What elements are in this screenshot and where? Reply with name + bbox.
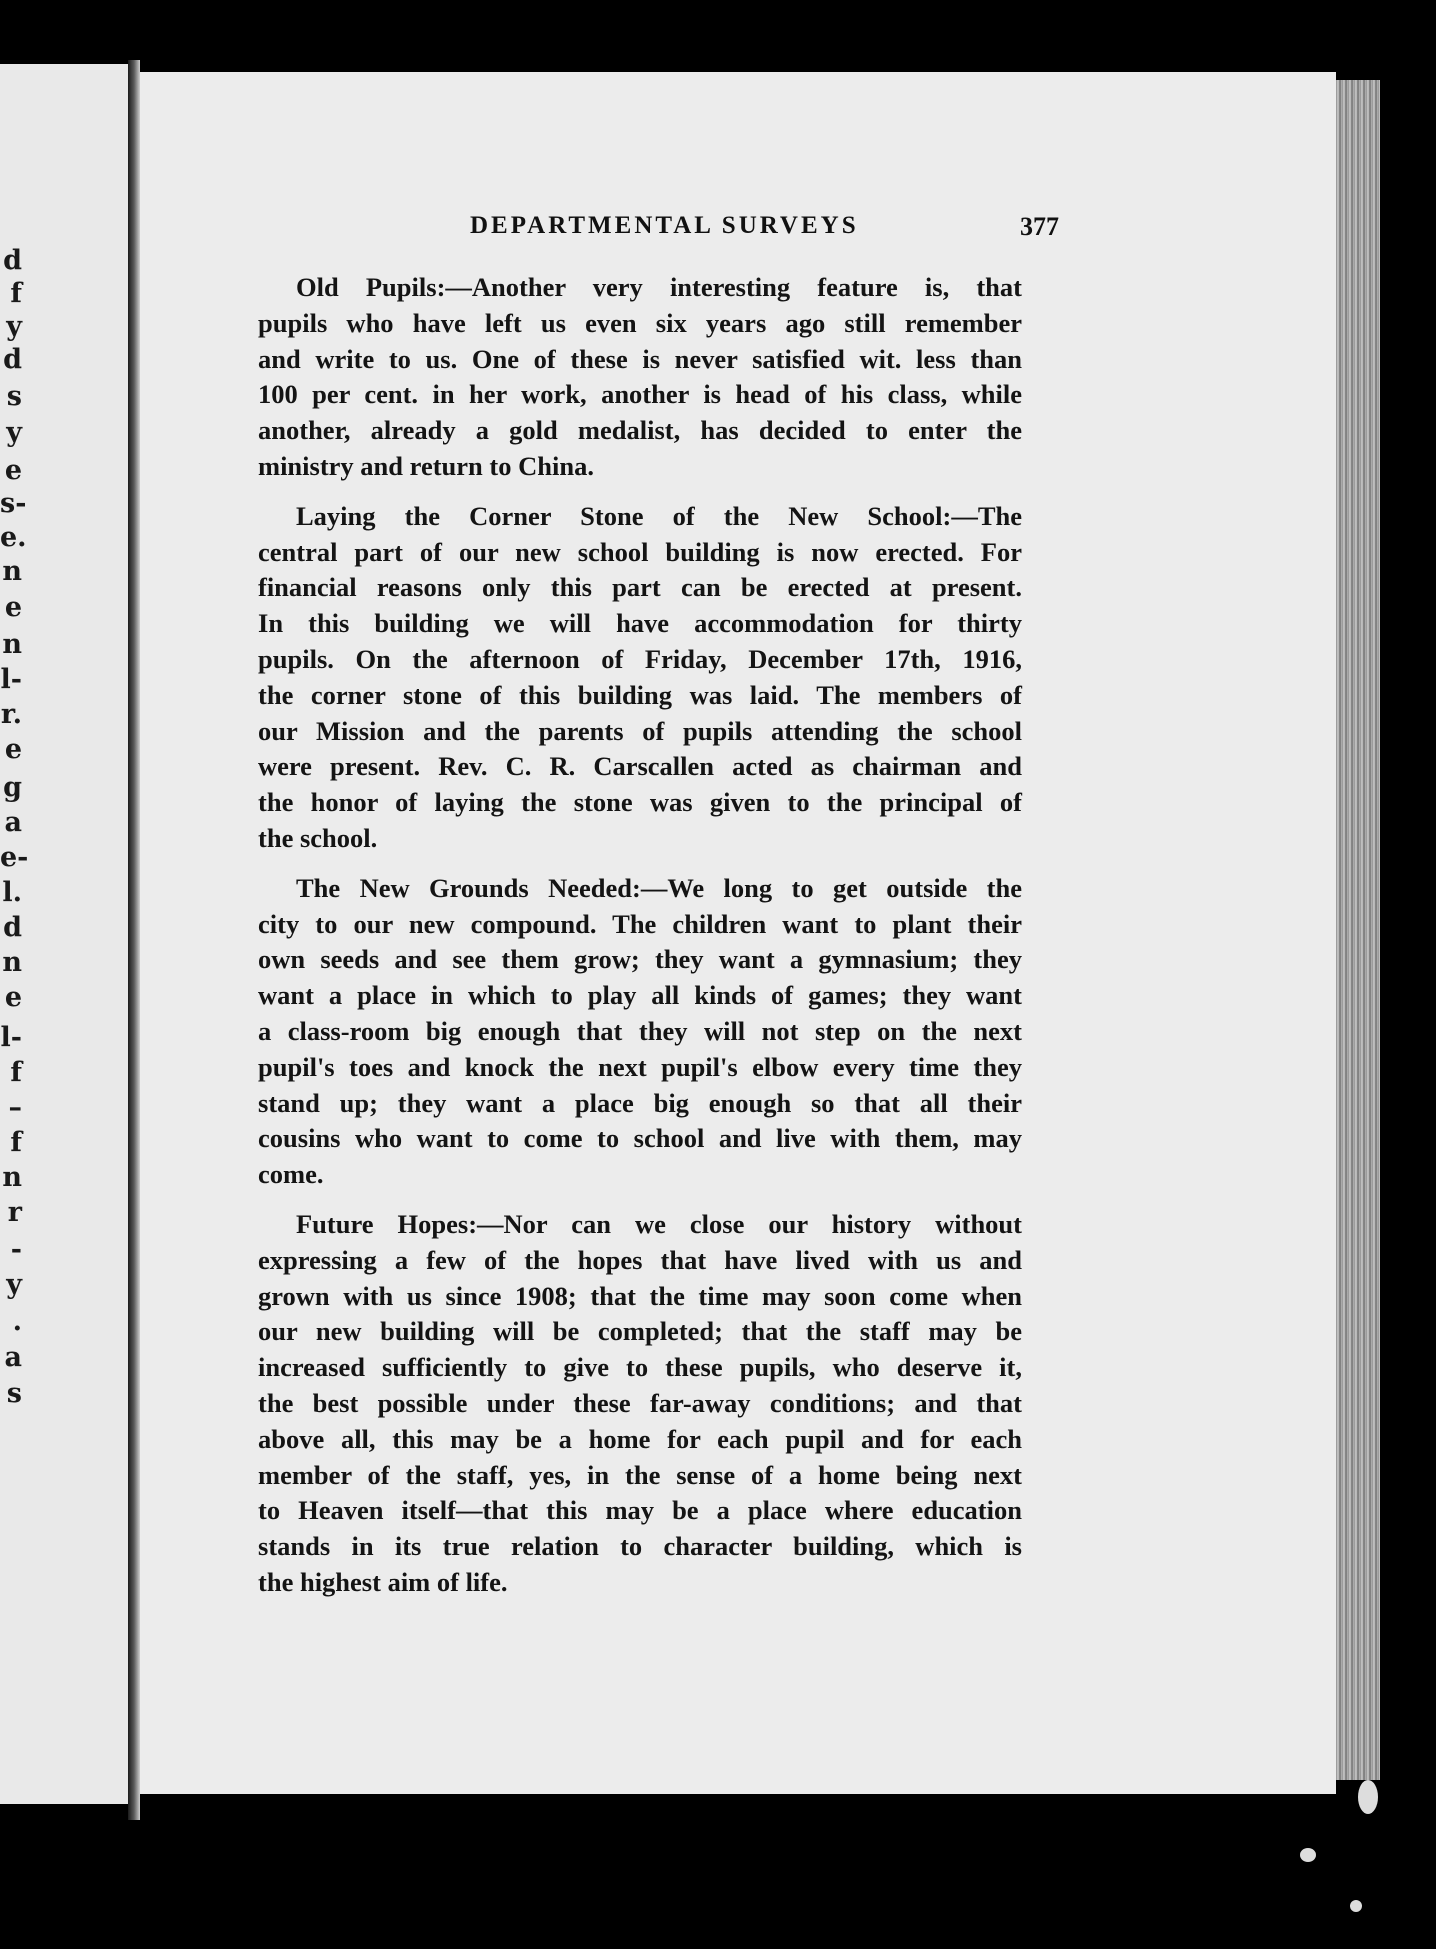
previous-page-fragment: r. — [0, 699, 22, 730]
previous-page-fragment: - — [10, 1234, 22, 1265]
text-line: Laying the Corner Stone of the New School:—The — [296, 500, 1022, 531]
previous-page-fragment: . — [12, 1306, 22, 1337]
previous-page-edge — [0, 64, 132, 1804]
text-line: want a place in which to play all kinds of games; they want — [258, 980, 1022, 1011]
text-line: come. — [258, 1159, 324, 1190]
previous-page-fragment: e. — [0, 522, 27, 553]
text-line: Old Pupils:—Another very interesting feature is, that — [296, 272, 1022, 302]
text-line: a class-room big enough that they will not step on the next — [258, 1015, 1022, 1046]
text-line: increased sufficiently to give to these pupils, who deserve it, — [258, 1352, 1022, 1383]
text-line: our Mission and the parents of pupils attending the school — [258, 715, 1022, 746]
text-line: above all, this may be a home for each pupil and for each — [258, 1423, 1022, 1454]
previous-page-fragment: – — [8, 1092, 22, 1123]
text-line: financial reasons only this part can be erected at present. — [258, 572, 1022, 603]
page-stack-edges — [1336, 80, 1380, 1780]
text-line: the best possible under these far-away conditions; and that — [258, 1387, 1022, 1418]
scan-speck — [1350, 1900, 1362, 1912]
previous-page-fragment: f — [10, 278, 22, 309]
text-line: own seeds and see them grow; they want a gymnasium; they — [258, 944, 1022, 975]
text-line: our new building will be completed; that the staff may be — [258, 1316, 1022, 1347]
previous-page-fragment: a — [4, 807, 22, 838]
previous-page-fragment: l- — [0, 1022, 22, 1053]
text-line: 100 per cent. in her work, another is head of his class, while — [258, 379, 1022, 410]
text-line: to Heaven itself—that this may be a place where education — [258, 1495, 1022, 1526]
text-line: another, already a gold medalist, has decided to enter the — [258, 415, 1022, 446]
text-line: pupils. On the afternoon of Friday, December 17th, 1916, — [258, 643, 1022, 674]
running-head — [140, 212, 1336, 252]
previous-page-fragment: s- — [0, 488, 27, 519]
previous-page-fragment: n — [2, 947, 22, 978]
previous-page-fragment: n — [2, 629, 22, 660]
previous-page-fragment: y — [6, 1269, 22, 1300]
text-line: the highest aim of life. — [258, 1566, 508, 1597]
book-gutter — [128, 60, 140, 1820]
previous-page-fragment: l. — [2, 877, 22, 908]
previous-page-fragment: e- — [0, 842, 29, 873]
scan-speck — [1300, 1848, 1316, 1862]
text-line: the honor of laying the stone was given to the principal of — [258, 787, 1022, 818]
text-line: expressing a few of the hopes that have lived with us and — [258, 1244, 1022, 1275]
previous-page-fragment: e — [4, 455, 22, 486]
previous-page-fragment: y — [6, 417, 22, 448]
previous-page-text-fragments — [0, 64, 29, 1804]
previous-page-fragment: r — [7, 1197, 22, 1228]
previous-page-fragment: a — [4, 1342, 22, 1373]
text-line: the corner stone of this building was laid. The members of — [258, 679, 1022, 710]
previous-page-fragment: f — [10, 1127, 22, 1158]
text-line: stand up; they want a place big enough so that all their — [258, 1087, 1022, 1118]
previous-page-fragment: d — [3, 344, 22, 375]
text-line: ministry and return to China. — [258, 450, 594, 481]
paragraph — [258, 270, 1022, 485]
previous-page-fragment: n — [2, 1162, 22, 1193]
text-line: pupil's toes and knock the next pupil's elbow every time they — [258, 1051, 1022, 1082]
previous-page-fragment: s — [6, 1378, 22, 1409]
book-page — [140, 72, 1336, 1794]
paragraph — [258, 871, 1022, 1193]
text-line: were present. Rev. C. R. Carscallen acted as chairman and — [258, 751, 1022, 782]
previous-page-fragment: l- — [0, 664, 22, 695]
previous-page-fragment: s — [6, 381, 22, 412]
paragraph — [258, 499, 1022, 857]
text-line: member of the staff, yes, in the sense of a home being next — [258, 1459, 1022, 1490]
previous-page-fragment: y — [6, 311, 22, 342]
previous-page-fragment: d — [3, 245, 22, 276]
previous-page-fragment: f — [10, 1057, 22, 1088]
text-line: the school. — [258, 822, 378, 853]
text-line: central part of our new school building is now erected. For — [258, 536, 1022, 567]
text-line: cousins who want to come to school and live with them, may — [258, 1123, 1022, 1154]
text-line: grown with us since 1908; that the time may soon come when — [258, 1280, 1022, 1311]
text-line: In this building we will have accommodation for thirty — [258, 608, 1022, 639]
page-number: 377 — [1020, 212, 1059, 241]
paragraph — [258, 1207, 1022, 1601]
text-line: and write to us. One of these is never satisfied wit. less than — [258, 343, 1022, 374]
previous-page-fragment: e — [4, 592, 22, 623]
scan-speck — [1358, 1780, 1378, 1814]
previous-page-fragment: e — [4, 734, 22, 765]
text-line: city to our new compound. The children want to plant their — [258, 908, 1022, 939]
running-title: DEPARTMENTAL SURVEYS — [470, 212, 859, 239]
previous-page-fragment: g — [3, 772, 22, 803]
text-line: The New Grounds Needed:—We long to get outside the — [296, 872, 1022, 903]
text-line: pupils who have left us even six years ago still remember — [258, 307, 1022, 338]
body-text — [258, 270, 1022, 1615]
previous-page-fragment: d — [3, 912, 22, 943]
previous-page-fragment: e — [4, 982, 22, 1013]
previous-page-fragment: n — [2, 556, 22, 587]
text-line: stands in its true relation to character building, which is — [258, 1531, 1022, 1562]
text-line: Future Hopes:—Nor can we close our history without — [296, 1208, 1022, 1239]
